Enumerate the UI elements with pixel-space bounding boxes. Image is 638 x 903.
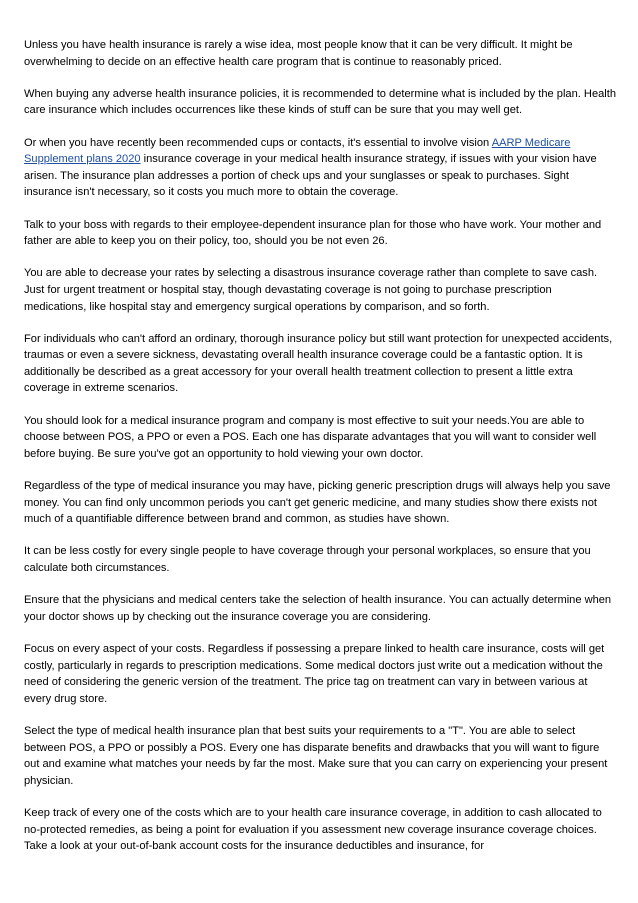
paragraph-13: Keep track of every one of the costs which are to your health care insurance coverage, in addition to cash allocated to no-protected remedies, as being a point for evaluation if you assessment new coverage insurance coverage choices. Take a look at your out-of-bank account costs for the insurance deductibles and insurance, for: [24, 806, 602, 853]
aarp-medicare-link[interactable]: AARP Medicare Supplement plans 2020: [24, 136, 571, 166]
paragraph-9: It can be less costly for every single people to have coverage through your personal workplaces, so ensure that you calculate both circumstances.: [24, 545, 591, 574]
paragraph-6: For individuals who can't afford an ordinary, thorough insurance policy but still want protection for unexpected accidents, traumas or even a severe sickness, devastating overall health insurance coverage could be a fantastic option. It is additionally be described as a great accessory for your overall health treatment collection to present a little extra coverage in extreme scenarios.: [24, 332, 613, 395]
paragraph-1: Unless you have health insurance is rarely a wise idea, most people know that it can be very difficult. It might be overwhelming to decide on an effective health care program that is continue to reasonably priced.: [24, 39, 573, 68]
paragraph-12: Select the type of medical health insurance plan that best suits your requirements to a "T". You are able to select between POS, a PPO or possibly a POS. Every one has disparate benefits and drawbacks that you will want to figure out and examine what matches your needs by far the most. Make sure that you can carry on experiencing your present physician.: [24, 724, 608, 787]
paragraph-8: Regardless of the type of medical insurance you may have, picking generic prescription drugs will always help you save money. You can find only uncommon periods you can't get generic medicine, and many studies show there exists not much of a quantifiable difference between brand and common, as studies have shown.: [24, 480, 611, 526]
paragraph-3-text-after: insurance coverage in your medical health insurance strategy, if issues with your vision have arisen. The insurance plan addresses a portion of check ups and your sunglasses or speak to purchases. Sight insurance isn't necessary, so it costs you much more to obtain the coverage.: [24, 153, 597, 199]
paragraph-2: When buying any adverse health insurance policies, it is recommended to determine what is included by the plan. Health care insurance which includes occurrences like these kinds of stuff can be sure that you may well get.: [24, 87, 616, 117]
paragraph-3-text-before: Or when you have recently been recommended cups or contacts, it's essential to involve vision: [24, 136, 492, 149]
paragraph-3: [24, 135, 616, 201]
paragraph-4: Talk to your boss with regards to their employee-dependent insurance plan for those who have work. Your mother and father are able to keep you on their policy, too, should you be not even 26.: [24, 218, 602, 248]
paragraph-7: You should look for a medical insurance program and company is most effective to suit your needs.You are able to choose between POS, a PPO or even a POS. Each one has disparate advantages that you will want to consider well before buying. Be sure you've got an opportunity to hold viewing your own doctor.: [24, 414, 597, 460]
paragraph-10: Ensure that the physicians and medical centers take the selection of health insurance. You can actually determine when your doctor shows up by checking out the insurance coverage you are considering.: [24, 594, 612, 623]
paragraph-11: Focus on every aspect of your costs. Regardless if possessing a prepare linked to health care insurance, costs will get costly, particularly in regards to prescription medications. Some medical doctors just write out a medication without the need of considering the generic version of the treatment. The price tag on treatment can vary in between various at every drug store.: [24, 642, 605, 705]
paragraph-5: You are able to decrease your rates by selecting a disastrous insurance coverage rather than complete to save cash. Just for urgent treatment or hospital stay, though devastating coverage is not going to purchase prescription medications, like hospital stay and emergency surgical operations by comparison, and so forth.: [24, 267, 598, 313]
